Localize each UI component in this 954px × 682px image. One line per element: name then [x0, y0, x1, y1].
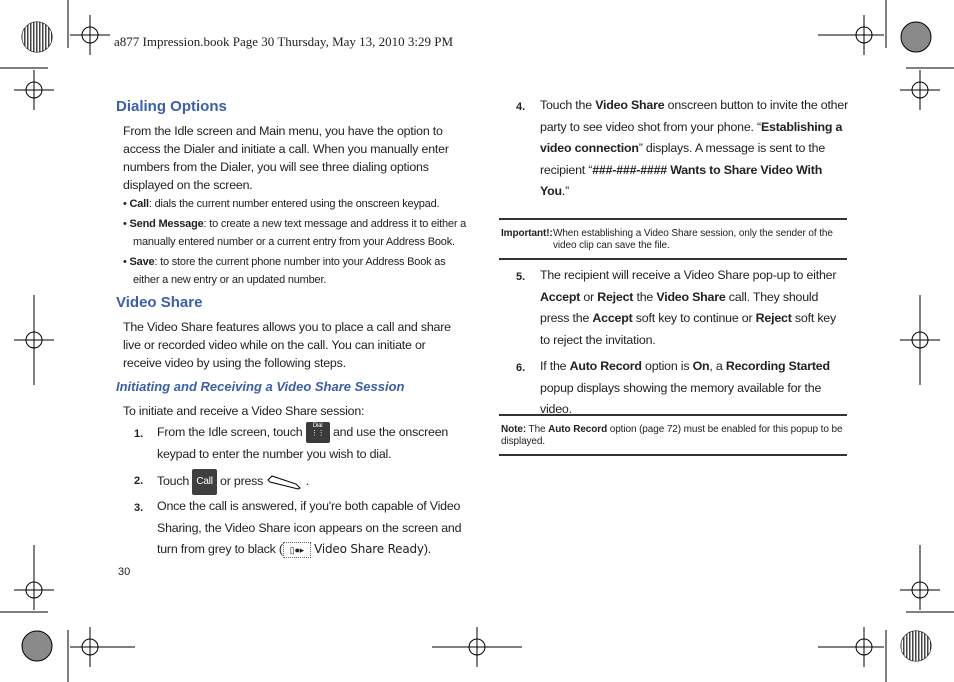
- note-text: Note: The Auto Record option (page 72) must be enabled for this popup to be displayed.: [501, 424, 843, 447]
- step-4-number: 4.: [516, 101, 526, 113]
- dial-key-icon: Dial ⋮⋮: [306, 422, 330, 443]
- step-6-number: 6.: [516, 362, 526, 374]
- dialing-bullets: [123, 195, 468, 289]
- dialing-options-heading: Dialing Options: [116, 98, 227, 115]
- important-label: Important!:: [501, 228, 553, 239]
- step-5-text: The recipient will receive a Video Share pop-up to either Accept or Reject the Video Share call. They should press the Accept soft key to continue or Reject soft key to reject the invitation.: [540, 268, 837, 347]
- video-share-paragraph: The Video Share features allows you to place a call and share live or recorded video while on the call. You can initiate or receive video by using the following steps.: [123, 320, 451, 370]
- send-key-icon: [266, 474, 302, 490]
- step-3-text: Once the call is answered, if you're both capable of Video Sharing, the Video Share icon appears on the screen and turn from grey to black ( ▯●▸ Video Share Ready).: [157, 499, 462, 556]
- important-box: [499, 218, 847, 260]
- step-1-text: From the Idle screen, touch Dial ⋮⋮ and use the onscreen keypad to enter the number you wish to dial.: [157, 423, 449, 461]
- print-header: a877 Impression.book Page 30 Thursday, May 13, 2010 3:29 PM: [114, 34, 454, 49]
- video-share-ready-label: Video Share Ready: [314, 542, 424, 556]
- note-box: [499, 414, 847, 456]
- page-number: 30: [118, 566, 131, 578]
- intro-text: To initiate and receive a Video Share session:: [123, 404, 365, 418]
- bullet-save: • Save: to store the current phone number into your Address Book as either a new entry or an updated number.: [123, 256, 446, 286]
- bullet-send-message: • Send Message: to create a new text message and address it to either a manually entered number or a current entry from your Address Book.: [123, 218, 467, 248]
- call-key-icon: Call: [192, 469, 216, 495]
- video-share-heading: Video Share: [116, 294, 203, 311]
- bullet-call: • Call: dials the current number entered using the onscreen keypad.: [123, 198, 440, 210]
- step-2-text: Touch Call or press .: [157, 469, 467, 495]
- step-1-number: 1.: [134, 428, 144, 440]
- initiating-subheading: Initiating and Receiving a Video Share Session: [116, 379, 405, 394]
- step-6-text: If the Auto Record option is On, a Recording Started popup displays showing the memory available for the video.: [540, 359, 830, 416]
- step-5-number: 5.: [516, 271, 526, 283]
- important-text: When establishing a Video Share session, only the sender of the video clip can save the file.: [553, 228, 833, 251]
- step-3-number: 3.: [134, 502, 144, 514]
- step-2-number: 2.: [134, 475, 144, 487]
- dialing-paragraph: From the Idle screen and Main menu, you have the option to access the Dialer and initiate a call. When you manually enter numbers from the Dialer, you will see three dialing options displayed on the screen.: [123, 124, 449, 192]
- step-4-text: Touch the Video Share onscreen button to invite the other party to see video shot from your phone. “Establishing a video connection” displays. A message is sent to the recipient “###-###-#### Wants to Share Video With You.”: [540, 98, 848, 198]
- video-share-ready-icon: ▯●▸: [283, 542, 311, 558]
